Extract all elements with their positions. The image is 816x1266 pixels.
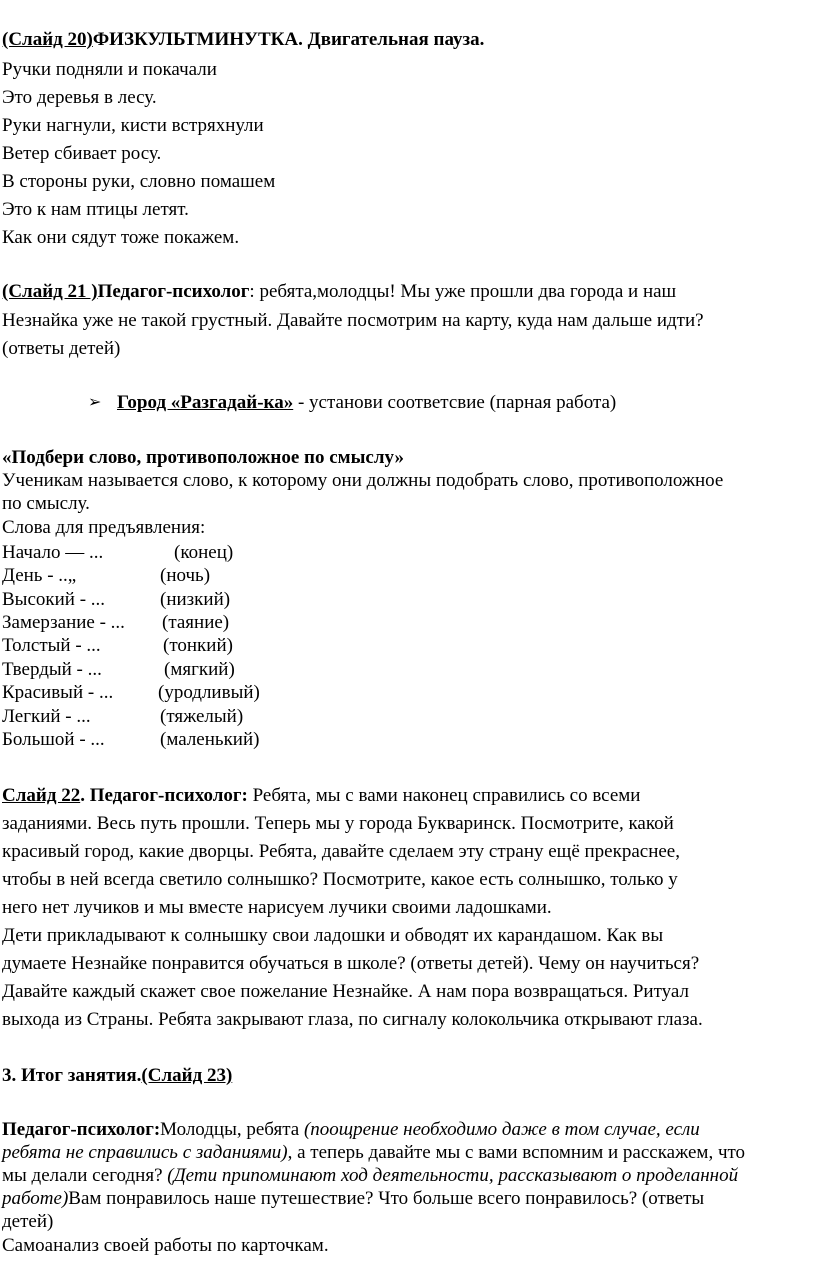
slide22-line: выхода из Страны. Ребята закрывают глаза, по сигналу колокольчика открывают глаза. bbox=[2, 1009, 703, 1030]
arrow-bullet-icon: ➢ bbox=[88, 394, 102, 411]
city-name: Город «Разгадай-ка» bbox=[117, 392, 294, 413]
final-line6: Самоанализ своей работы по карточкам. bbox=[2, 1235, 329, 1256]
word-pair bbox=[2, 659, 235, 681]
word-pair bbox=[2, 682, 260, 704]
word-pair bbox=[2, 589, 231, 611]
slide22-speaker: . Педагог-психолог: bbox=[80, 785, 248, 806]
slide20-title: ФИЗКУЛЬТМИНУТКА bbox=[92, 29, 299, 50]
slide21-line1 bbox=[2, 282, 676, 301]
game-desc: Ученикам называется слово, к которому они должны подобрать слово, противоположное bbox=[2, 470, 724, 491]
slide22-line1 bbox=[2, 786, 640, 805]
final-speaker: Педагог-психолог: bbox=[2, 1119, 161, 1140]
word-pair bbox=[2, 635, 233, 657]
word: День - ..„ bbox=[2, 565, 77, 586]
poem-line: Это деревья в лесу. bbox=[2, 87, 157, 108]
answer: (тяжелый) bbox=[160, 706, 244, 727]
word: Замерзание - ... bbox=[2, 612, 125, 633]
game-intro: Слова для предъявления: bbox=[2, 517, 206, 538]
poem-line: Ветер сбивает росу. bbox=[2, 143, 162, 164]
answer: (таяние) bbox=[162, 612, 230, 633]
final-line3 bbox=[2, 1166, 738, 1185]
slide22-line: думаете Незнайке понравится обучаться в школе? (ответы детей). Чему он научиться? bbox=[2, 953, 700, 974]
word-pair bbox=[2, 565, 211, 587]
final-line4 bbox=[2, 1189, 704, 1208]
poem-line: Это к нам птицы летят. bbox=[2, 199, 189, 220]
summary-heading bbox=[2, 1066, 232, 1085]
city-line bbox=[117, 393, 616, 412]
slide22-line: заданиями. Весь путь прошли. Теперь мы у города Букваринск. Посмотрите, какой bbox=[2, 813, 674, 834]
word-pair bbox=[2, 612, 230, 634]
answer: (уродливый) bbox=[158, 682, 260, 703]
slide22-line: Давайте каждый скажет свое пожелание Незнайке. А нам пора возвращаться. Ритуал bbox=[2, 981, 689, 1002]
slide22-label: Слайд 22 bbox=[2, 785, 81, 806]
answer: (маленький) bbox=[160, 729, 260, 750]
answer: (конец) bbox=[174, 542, 234, 563]
answer: (низкий) bbox=[160, 589, 231, 610]
final-text: Вам понравилось наше путешествие? Что больше всего понравилось? (ответы bbox=[68, 1188, 705, 1209]
slide21-label: (Слайд 21 ) bbox=[2, 281, 98, 302]
word-pair bbox=[2, 729, 260, 751]
word: Толстый - ... bbox=[2, 635, 101, 656]
poem-line: Руки нагнули, кисти встряхнули bbox=[2, 115, 264, 136]
final-line1 bbox=[2, 1120, 700, 1139]
poem-line: Ручки подняли и покачали bbox=[2, 59, 217, 80]
poem-line: В стороны руки, словно помашем bbox=[2, 171, 276, 192]
final-italic: работе) bbox=[2, 1188, 69, 1209]
slide21-line2: Незнайка уже не такой грустный. Давайте посмотрим на карту, куда нам дальше идти? bbox=[2, 310, 704, 331]
slide22-text: Ребята, мы с вами наконец справились со всеми bbox=[247, 785, 641, 806]
final-italic: (Дети припоминают ход деятельности, рассказывают о проделанной bbox=[167, 1165, 739, 1186]
answer: (ночь) bbox=[160, 565, 211, 586]
city-task: - установи соответсвие (парная работа) bbox=[293, 392, 617, 413]
slide21-line3: (ответы детей) bbox=[2, 338, 121, 359]
summary-slide: (Слайд 23) bbox=[141, 1065, 233, 1086]
poem-line: Как они сядут тоже покажем. bbox=[2, 227, 240, 248]
slide20-label: (Слайд 20) bbox=[2, 29, 93, 50]
word-pair bbox=[2, 542, 234, 564]
final-line2 bbox=[2, 1143, 745, 1162]
answer: (тонкий) bbox=[163, 635, 233, 656]
game-title: «Подбери слово, противоположное по смыслу» bbox=[2, 447, 404, 468]
final-text: Молодцы, ребята bbox=[160, 1119, 304, 1140]
word: Большой - ... bbox=[2, 729, 105, 750]
word: Начало — ... bbox=[2, 542, 104, 563]
slide22-line: красивый город, какие дворцы. Ребята, давайте сделаем эту страну ещё прекраснее, bbox=[2, 841, 680, 862]
slide22-line: чтобы в ней всегда светило солнышко? Посмотрите, какое есть солнышко, только у bbox=[2, 869, 678, 890]
word: Красивый - ... bbox=[2, 682, 114, 703]
slide21-speaker: Педагог-психолог bbox=[97, 281, 250, 302]
answer: (мягкий) bbox=[164, 659, 235, 680]
game-desc: по смыслу. bbox=[2, 493, 90, 514]
word: Твердый - ... bbox=[2, 659, 102, 680]
slide20-heading bbox=[2, 30, 484, 49]
word: Легкий - ... bbox=[2, 706, 91, 727]
final-text: , а теперь давайте мы с вами вспомним и расскажем, что bbox=[287, 1142, 746, 1163]
final-text: мы делали сегодня? bbox=[2, 1165, 168, 1186]
slide22-line: него нет лучиков и мы вместе нарисуем лучики своими ладошками. bbox=[2, 897, 552, 918]
word-pair bbox=[2, 706, 244, 728]
final-line5: детей) bbox=[2, 1211, 54, 1232]
slide20-title-suffix: . Двигательная пауза. bbox=[298, 29, 485, 50]
word: Высокий - ... bbox=[2, 589, 106, 610]
final-italic: ребята не справились с заданиями) bbox=[2, 1142, 288, 1163]
summary-title: 3. Итог занятия. bbox=[2, 1065, 142, 1086]
slide21-text: : ребята,молодцы! Мы уже прошли два города и наш bbox=[249, 281, 677, 302]
final-italic: (поощрение необходимо даже в том случае, если bbox=[303, 1119, 700, 1140]
slide22-line: Дети прикладывают к солнышку свои ладошки и обводят их карандашом. Как вы bbox=[2, 925, 664, 946]
